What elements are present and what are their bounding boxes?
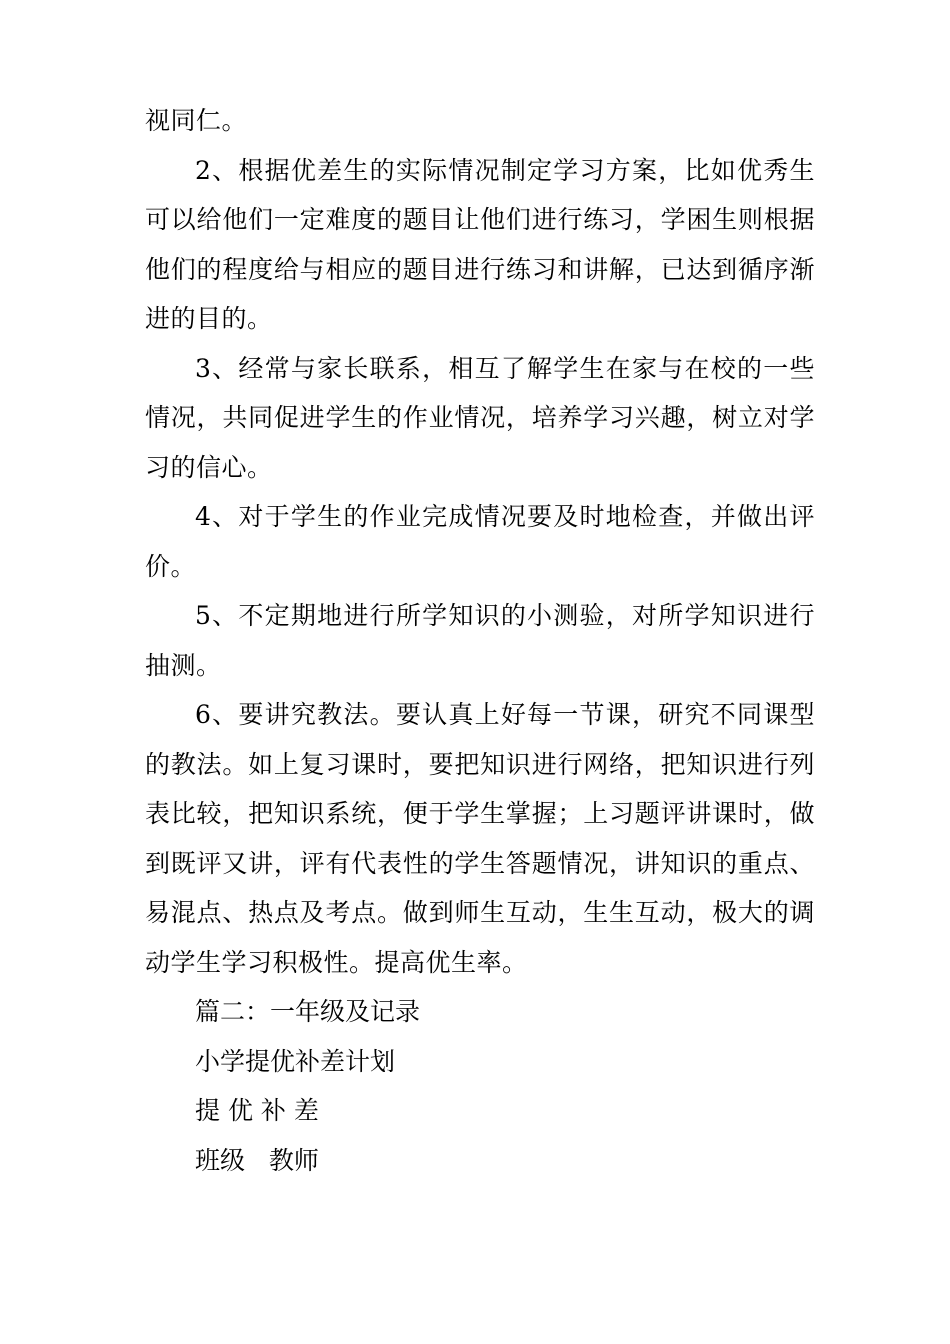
section-heading: 篇二：一年级及记录 [195,997,421,1026]
class-teacher-line: 班级 教师 [195,1145,319,1175]
paragraph-continuation: 视同仁。 [145,106,248,135]
plan-title: 小学提优补差计划 [195,1046,396,1076]
paragraph-item-3: 3、经常与家长联系，相互了解学生在家与在校的一些情况，共同促进学生的作业情况，培养学习兴趣，树立对学习的信心。 [145,353,815,482]
plan-subtitle: 提 优 补 差 [195,1096,319,1125]
paragraph-item-4: 4、对于学生的作业完成情况要及时地检查，并做出评价。 [145,502,815,581]
paragraph-item-5: 5、不定期地进行所学知识的小测验，对所学知识进行抽测。 [145,601,815,680]
document-body [145,96,815,1185]
paragraph-item-2: 2、根据优差生的实际情况制定学习方案，比如优秀生可以给他们一定难度的题目让他们进行练习，学困生则根据他们的程度给与相应的题目进行练习和讲解，已达到循序渐进的目的。 [145,155,815,333]
paragraph-item-6: 6、要讲究教法。要认真上好每一节课，研究不同课型的教法。如上复习课时，要把知识进行网络，把知识进行列表比较，把知识系统，便于学生掌握；上习题评讲课时，做到既评又讲，评有代表性的学生答题情况，讲知识的重点、易混点、热点及考点。做到师生互动，生生互动，极大的调动学生学习积极性。提高优生率。 [145,700,815,977]
